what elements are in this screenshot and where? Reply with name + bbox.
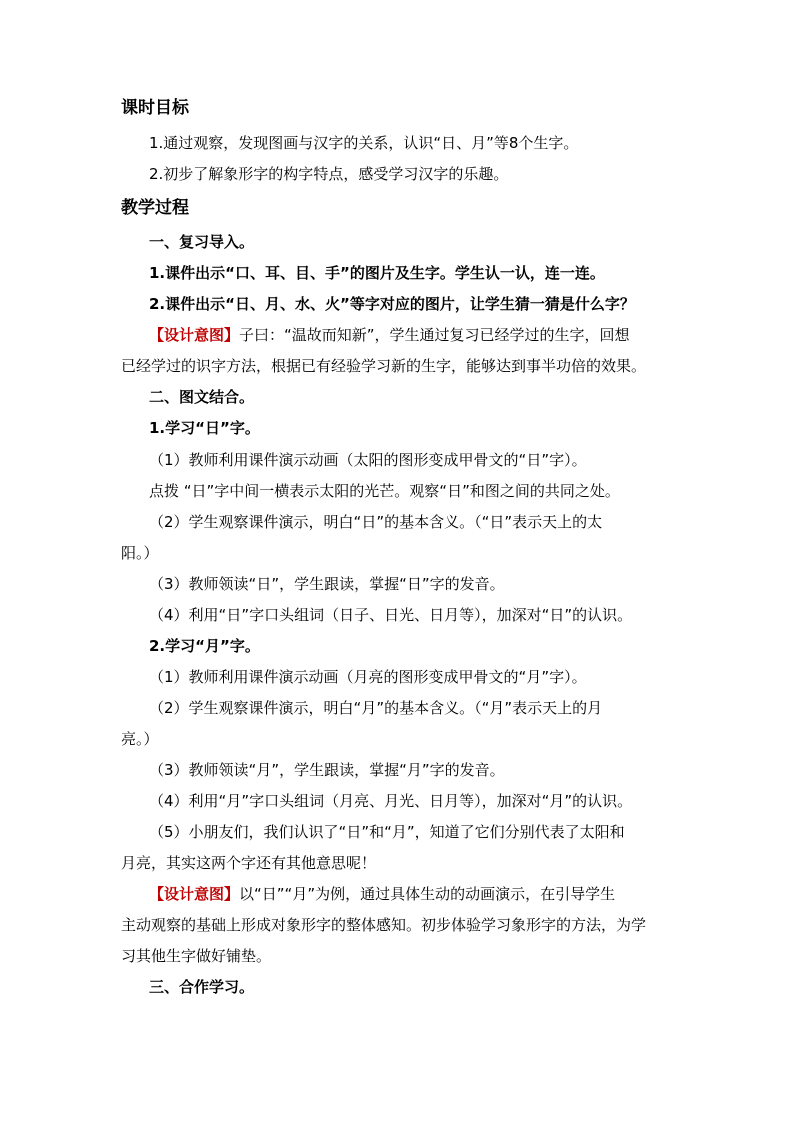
ri-step1: （1）教师利用课件演示动画（太阳的图形变成甲骨文的“日”字）。 bbox=[149, 451, 587, 469]
design-intent-text: 子曰：“温故而知新”，学生通过复习已经学过的生字，回想 bbox=[239, 326, 630, 344]
part1-step1: 1.课件出示“口、耳、目、手”的图片及生字。学生认一认，连一连。 bbox=[149, 264, 605, 282]
ri-step3: （3）教师领读“日”，学生跟读，掌握“日”字的发音。 bbox=[149, 575, 505, 593]
goal-item-2: 2.初步了解象形字的构字特点，感受学习汉字的乐趣。 bbox=[149, 165, 509, 183]
yue-step1: （1）教师利用课件演示动画（月亮的图形变成甲骨文的“月”字）。 bbox=[149, 668, 587, 686]
goal-item-1: 1.通过观察，发现图画与汉字的关系，认识“日、月”等8个生字。 bbox=[149, 134, 579, 152]
yue-step2-cont: 亮。） bbox=[121, 730, 159, 748]
part1-design-intent bbox=[149, 324, 630, 346]
yue-step2: （2）学生观察课件演示，明白“月”的基本含义。（“月”表示天上的月 bbox=[149, 699, 603, 717]
part1-design-intent-cont: 已经学过的识字方法，根据已有经验学习新的生字，能够达到事半功倍的效果。 bbox=[121, 357, 647, 375]
part2-design-intent-cont2: 习其他生字做好铺垫。 bbox=[121, 947, 272, 965]
ri-step2-cont: 阳。） bbox=[121, 544, 159, 562]
ri-step1-note: 点拨 “日”字中间一横表示太阳的光芒。观察“日”和图之间的共同之处。 bbox=[149, 482, 620, 500]
part2-design-intent-cont1: 主动观察的基础上形成对象形字的整体感知。初步体验学习象形字的方法，为学 bbox=[121, 916, 647, 934]
yue-step4: （4）利用“月”字口头组词（月亮、月光、日月等），加深对“月”的认识。 bbox=[149, 792, 633, 810]
yue-step5-cont: 月亮，其实这两个字还有其他意思呢！ bbox=[121, 854, 377, 872]
design-intent-tag: 【设计意图】 bbox=[149, 326, 240, 344]
design-intent-text: 以“日”“月”为例，通过具体生动的动画演示，在引导学生 bbox=[239, 885, 616, 903]
yue-title: 2.学习“月”字。 bbox=[149, 637, 260, 655]
yue-step5: （5）小朋友们，我们认识了“日”和“月”，知道了它们分别代表了太阳和 bbox=[149, 823, 625, 841]
part1-title: 一、复习导入。 bbox=[149, 233, 255, 251]
yue-step3: （3）教师领读“月”，学生跟读，掌握“月”字的发音。 bbox=[149, 761, 505, 779]
part2-title: 二、图文结合。 bbox=[149, 388, 255, 406]
section-heading-goals: 课时目标 bbox=[121, 98, 189, 118]
design-intent-tag: 【设计意图】 bbox=[149, 885, 240, 903]
part1-step2: 2.课件出示“日、月、水、火”等字对应的图片，让学生猜一猜是什么字？ bbox=[149, 295, 635, 313]
part2-design-intent bbox=[149, 883, 615, 905]
ri-step2: （2）学生观察课件演示，明白“日”的基本含义。（“日”表示天上的太 bbox=[149, 513, 603, 531]
part3-title: 三、合作学习。 bbox=[149, 978, 255, 996]
section-heading-process: 教学过程 bbox=[121, 198, 189, 218]
ri-title: 1.学习“日”字。 bbox=[149, 419, 260, 437]
ri-step4: （4）利用“日”字口头组词（日子、日光、日月等），加深对“日”的认识。 bbox=[149, 606, 633, 624]
